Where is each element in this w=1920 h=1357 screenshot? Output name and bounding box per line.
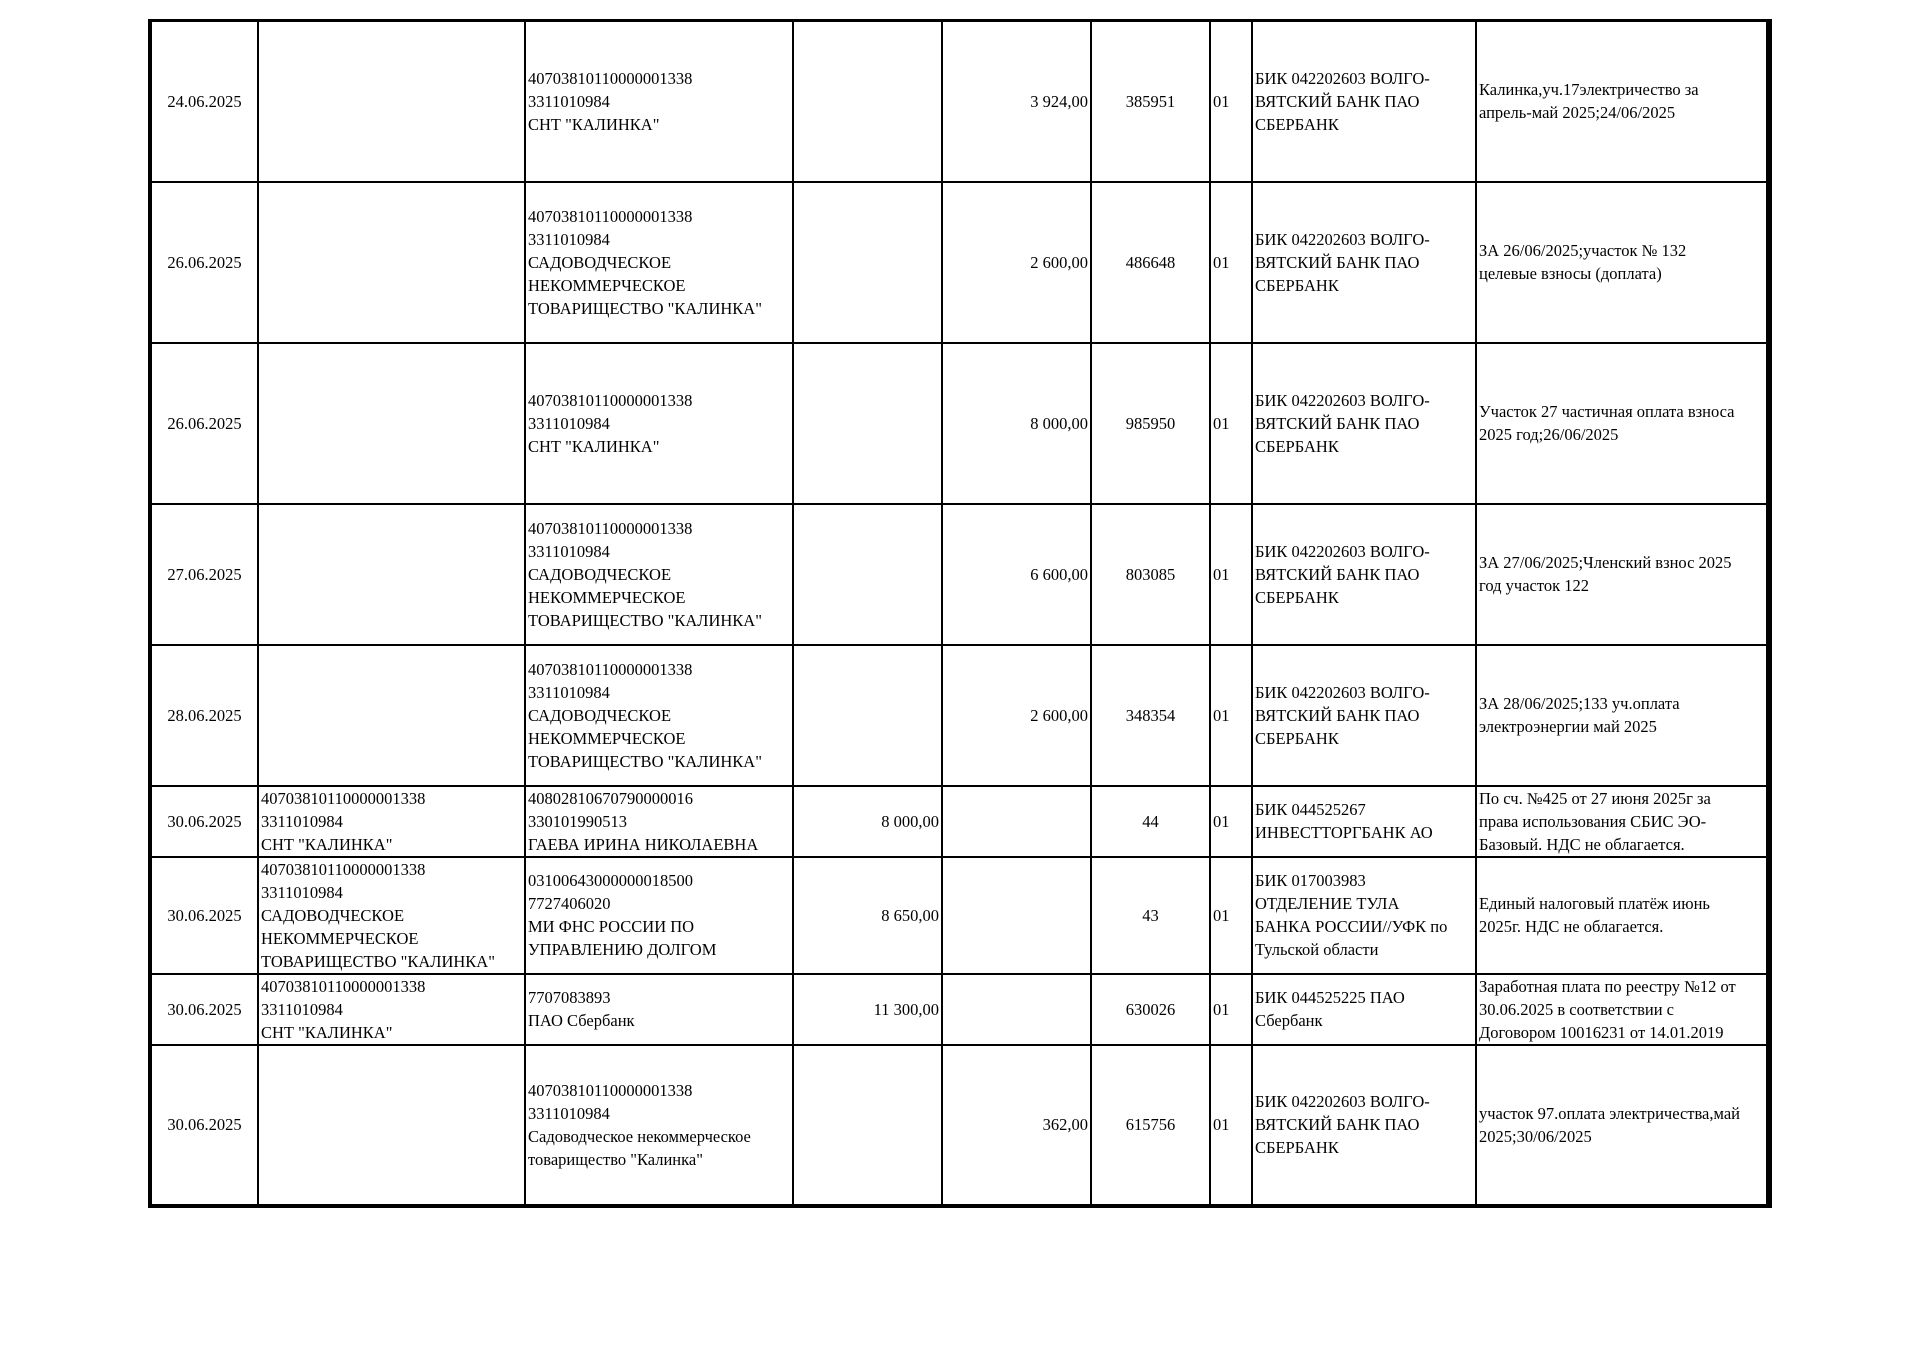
purpose-cell [1476,857,1769,974]
recipient-cell [525,645,793,786]
recipient-cell-line: САДОВОДЧЕСКОЕ [528,705,672,725]
recipient-cell-line: НЕКОММЕРЧЕСКОЕ [528,275,686,295]
bank-cell [1252,645,1476,786]
bank-cell [1252,504,1476,645]
statement-body [150,21,1769,1206]
operation-type-cell: 01 [1210,974,1252,1045]
debit-cell: 8 650,00 [793,857,942,974]
recipient-cell [525,504,793,645]
recipient-cell [525,1045,793,1206]
recipient-cell [525,21,793,182]
recipient-cell-line: 03100643000000018500 [528,871,693,890]
date-cell: 24.06.2025 [150,21,258,182]
doc-number-cell: 348354 [1091,645,1210,786]
debit-cell [793,645,942,786]
purpose-cell-line: Договором 10016231 от 14.01.2019 [1479,1022,1724,1042]
credit-cell: 8 000,00 [942,343,1091,504]
purpose-cell [1476,182,1769,343]
bank-cell-line: ВЯТСКИЙ БАНК ПАО [1255,252,1420,272]
purpose-cell-line: целевые взносы (доплата) [1479,264,1662,283]
bank-cell-line: ВЯТСКИЙ БАНК ПАО [1255,413,1420,433]
purpose-cell-line: Базовый. НДС не облагается. [1479,834,1685,854]
doc-number-cell: 486648 [1091,182,1210,343]
recipient-cell-line: 3311010984 [528,1103,610,1123]
purpose-cell-line: электроэнергии май 2025 [1479,717,1657,736]
recipient-cell-line: 40703810110000001338 [528,1080,693,1100]
date-cell: 26.06.2025 [150,343,258,504]
purpose-cell-line: 30.06.2025 в соответствии с [1479,999,1674,1019]
bank-cell-line: БАНКА РОССИИ//УФК по [1255,917,1448,936]
recipient-cell-line: НЕКОММЕРЧЕСКОЕ [528,587,686,607]
debit-cell [793,343,942,504]
doc-number-cell: 43 [1091,857,1210,974]
purpose-cell [1476,786,1769,857]
debit-cell [793,504,942,645]
recipient-cell-line: 40703810110000001338 [528,518,693,538]
purpose-cell-line: 2025;30/06/2025 [1479,1126,1592,1146]
purpose-cell-line: По сч. №425 от 27 июня 2025г за [1479,788,1711,808]
payer-cell [258,21,525,182]
bank-cell-line: СБЕРБАНК [1255,114,1339,134]
operation-type-cell: 01 [1210,343,1252,504]
table-row [150,974,1769,1045]
operation-type-cell: 01 [1210,645,1252,786]
purpose-cell-line: участок 97.оплата электричества,май [1479,1103,1740,1123]
date-cell: 30.06.2025 [150,974,258,1045]
bank-cell-line: БИК 042202603 ВОЛГО- [1255,682,1430,702]
bank-cell-line: ИНВЕСТТОРГБАНК АО [1255,823,1433,842]
recipient-cell-line: 7727406020 [528,894,611,913]
credit-cell: 6 600,00 [942,504,1091,645]
date-cell: 27.06.2025 [150,504,258,645]
purpose-cell-line: права использования СБИС ЭО- [1479,811,1707,831]
table-row [150,857,1769,974]
purpose-cell-line: Единый налоговый платёж июнь [1479,894,1710,913]
payer-cell [258,1045,525,1206]
operation-type-cell: 01 [1210,182,1252,343]
recipient-cell-line: ГАЕВА ИРИНА НИКОЛАЕВНА [528,834,759,854]
bank-cell [1252,1045,1476,1206]
recipient-cell-line: 40703810110000001338 [528,206,693,226]
bank-cell-line: СБЕРБАНК [1255,728,1339,748]
bank-cell-line: ВЯТСКИЙ БАНК ПАО [1255,91,1420,111]
recipient-cell-line: ТОВАРИЩЕСТВО "КАЛИНКА" [528,298,762,318]
table-row [150,182,1769,343]
doc-number-cell: 803085 [1091,504,1210,645]
payer-cell-line: 40703810110000001338 [261,788,426,808]
recipient-cell-line: 40703810110000001338 [528,659,693,679]
recipient-cell-line: СНТ "КАЛИНКА" [528,436,660,456]
payer-cell-line: 40703810110000001338 [261,976,426,996]
table-row [150,21,1769,182]
doc-number-cell: 385951 [1091,21,1210,182]
payer-cell-line: НЕКОММЕРЧЕСКОЕ [261,928,419,948]
purpose-cell-line: год участок 122 [1479,576,1589,595]
recipient-cell-line: 330101990513 [528,811,627,831]
payer-cell [258,182,525,343]
credit-cell [942,786,1091,857]
payer-cell [258,645,525,786]
payer-cell-line: СНТ "КАЛИНКА" [261,1022,393,1042]
bank-cell [1252,857,1476,974]
bank-cell-line: БИК 042202603 ВОЛГО- [1255,390,1430,410]
table-row [150,1045,1769,1206]
recipient-cell-line: 40703810110000001338 [528,68,693,88]
recipient-cell-line: Садоводческое некоммерческое [528,1126,751,1146]
payer-cell [258,974,525,1045]
bank-cell-line: СБЕРБАНК [1255,1138,1339,1157]
purpose-cell [1476,645,1769,786]
recipient-cell-line: СНТ "КАЛИНКА" [528,114,660,134]
recipient-cell-line: 3311010984 [528,229,610,249]
doc-number-cell: 615756 [1091,1045,1210,1206]
payer-cell-line: ТОВАРИЩЕСТВО "КАЛИНКА" [261,951,495,971]
recipient-cell-line: 7707083893 [528,988,611,1007]
payer-cell [258,504,525,645]
payer-cell-line: 3311010984 [261,999,343,1019]
operation-type-cell: 01 [1210,857,1252,974]
bank-cell-line: ОТДЕЛЕНИЕ ТУЛА [1255,894,1400,913]
credit-cell: 2 600,00 [942,645,1091,786]
purpose-cell [1476,1045,1769,1206]
doc-number-cell: 44 [1091,786,1210,857]
purpose-cell [1476,343,1769,504]
bank-cell-line: БИК 044525267 [1255,800,1366,819]
bank-cell-line: ВЯТСКИЙ БАНК ПАО [1255,705,1420,725]
purpose-cell-line: апрель-май 2025;24/06/2025 [1479,103,1676,123]
recipient-cell-line: МИ ФНС РОССИИ ПО [528,917,695,936]
recipient-cell [525,343,793,504]
doc-number-cell: 630026 [1091,974,1210,1045]
bank-cell [1252,974,1476,1045]
recipient-cell [525,786,793,857]
date-cell: 26.06.2025 [150,182,258,343]
credit-cell: 2 600,00 [942,182,1091,343]
bank-cell-line: ВЯТСКИЙ БАНК ПАО [1255,564,1420,584]
purpose-cell-line: 2025 год;26/06/2025 [1479,425,1619,444]
credit-cell [942,857,1091,974]
statement-table [148,19,1772,1208]
date-cell: 30.06.2025 [150,786,258,857]
bank-cell-line: БИК 042202603 ВОЛГО- [1255,229,1430,249]
table-row [150,343,1769,504]
debit-cell: 8 000,00 [793,786,942,857]
recipient-cell-line: УПРАВЛЕНИЮ ДОЛГОМ [528,940,717,959]
recipient-cell-line: 3311010984 [528,682,610,702]
operation-type-cell: 01 [1210,1045,1252,1206]
purpose-cell-line: ЗА 26/06/2025;участок № 132 [1479,241,1687,260]
credit-cell: 362,00 [942,1045,1091,1206]
bank-cell-line: СБЕРБАНК [1255,587,1339,607]
bank-cell [1252,343,1476,504]
credit-cell [942,974,1091,1045]
recipient-cell-line: 40703810110000001338 [528,390,693,410]
operation-type-cell: 01 [1210,504,1252,645]
date-cell: 30.06.2025 [150,1045,258,1206]
bank-cell-line: Сбербанк [1255,1011,1323,1030]
debit-cell [793,1045,942,1206]
recipient-cell [525,974,793,1045]
bank-cell-line: БИК 042202603 ВОЛГО- [1255,541,1430,561]
recipient-cell [525,182,793,343]
bank-cell-line: СБЕРБАНК [1255,436,1339,456]
credit-cell: 3 924,00 [942,21,1091,182]
recipient-cell-line: 3311010984 [528,91,610,111]
recipient-cell [525,857,793,974]
bank-cell [1252,786,1476,857]
bank-cell [1252,182,1476,343]
payer-cell-line: СНТ "КАЛИНКА" [261,834,393,854]
debit-cell [793,182,942,343]
table-row [150,645,1769,786]
payer-cell [258,343,525,504]
bank-cell-line: БИК 044525225 ПАО [1255,988,1405,1007]
purpose-cell-line: 2025г. НДС не облагается. [1479,917,1664,936]
purpose-cell-line: Калинка,уч.17электричество за [1479,80,1699,100]
purpose-cell-line: Заработная плата по реестру №12 от [1479,976,1736,996]
date-cell: 28.06.2025 [150,645,258,786]
recipient-cell-line: НЕКОММЕРЧЕСКОЕ [528,728,686,748]
recipient-cell-line: товарищество "Калинка" [528,1149,703,1169]
recipient-cell-line: ТОВАРИЩЕСТВО "КАЛИНКА" [528,751,762,771]
payer-cell-line: 3311010984 [261,882,343,902]
purpose-cell-line: Участок 27 частичная оплата взноса [1479,402,1735,421]
table-row [150,786,1769,857]
operation-type-cell: 01 [1210,21,1252,182]
operation-type-cell: 01 [1210,786,1252,857]
payer-cell-line: САДОВОДЧЕСКОЕ [261,905,405,925]
purpose-cell [1476,504,1769,645]
recipient-cell-line: 3311010984 [528,541,610,561]
payer-cell-line: 40703810110000001338 [261,859,426,879]
recipient-cell-line: САДОВОДЧЕСКОЕ [528,564,672,584]
bank-cell-line: БИК 017003983 [1255,871,1366,890]
doc-number-cell: 985950 [1091,343,1210,504]
purpose-cell [1476,974,1769,1045]
recipient-cell-line: 3311010984 [528,413,610,433]
date-cell: 30.06.2025 [150,857,258,974]
bank-cell-line: СБЕРБАНК [1255,275,1339,295]
debit-cell [793,21,942,182]
bank-cell-line: ВЯТСКИЙ БАНК ПАО [1255,1115,1420,1134]
purpose-cell [1476,21,1769,182]
payer-cell-line: 3311010984 [261,811,343,831]
purpose-cell-line: ЗА 27/06/2025;Членский взнос 2025 [1479,553,1732,572]
recipient-cell-line: ПАО Сбербанк [528,1011,635,1030]
bank-cell-line: Тульской области [1255,940,1379,959]
payer-cell [258,857,525,974]
debit-cell: 11 300,00 [793,974,942,1045]
recipient-cell-line: 40802810670790000016 [528,788,693,808]
payer-cell [258,786,525,857]
purpose-cell-line: ЗА 28/06/2025;133 уч.оплата [1479,694,1680,713]
bank-cell-line: БИК 042202603 ВОЛГО- [1255,68,1430,88]
recipient-cell-line: ТОВАРИЩЕСТВО "КАЛИНКА" [528,610,762,630]
bank-cell-line: БИК 042202603 ВОЛГО- [1255,1092,1430,1111]
table-row [150,504,1769,645]
bank-cell [1252,21,1476,182]
recipient-cell-line: САДОВОДЧЕСКОЕ [528,252,672,272]
